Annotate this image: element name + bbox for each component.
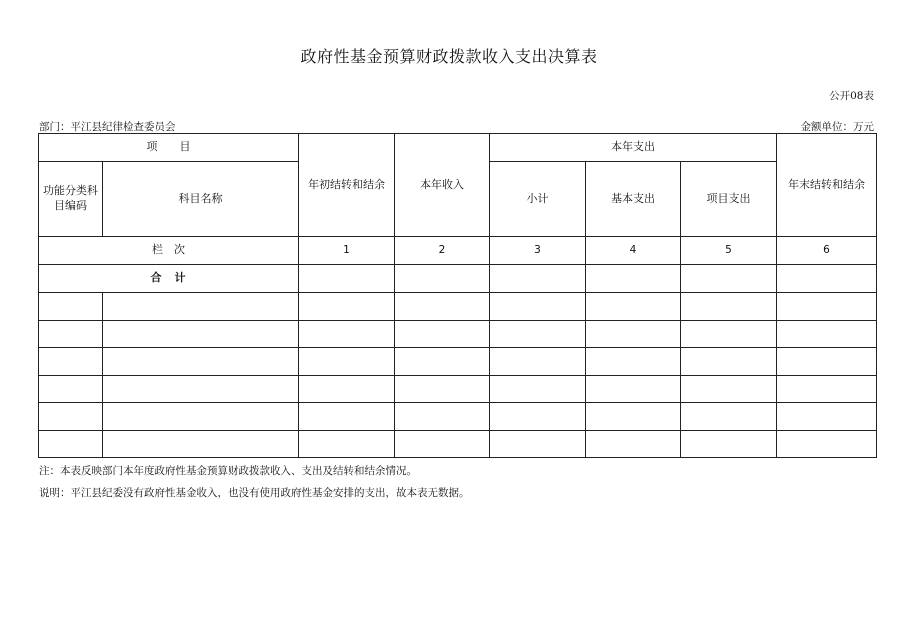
table-cell <box>39 348 103 376</box>
table-cell <box>103 348 299 376</box>
table-cell <box>681 430 777 458</box>
header-begin-balance: 年初结转和结余 <box>299 134 395 237</box>
table-cell <box>395 403 490 431</box>
table-cell <box>777 403 877 431</box>
table-cell <box>490 430 586 458</box>
table-cell <box>299 430 395 458</box>
header-end-balance: 年末结转和结余 <box>777 134 877 237</box>
table-cell <box>103 293 299 321</box>
table-note: 注：本表反映部门本年度政府性基金预算财政拨款收入、支出及结转和结余情况。 <box>39 465 417 477</box>
table-cell <box>490 403 586 431</box>
page-title: 政府性基金预算财政拨款收入支出决算表 <box>300 47 598 66</box>
table-cell <box>586 293 681 321</box>
header-basic: 基本支出 <box>586 162 681 237</box>
table-cell <box>395 265 490 293</box>
table-cell <box>395 375 490 403</box>
table-row <box>39 403 877 431</box>
table-cell <box>681 265 777 293</box>
table-cell <box>299 265 395 293</box>
header-subtotal: 小计 <box>490 162 586 237</box>
table-cell <box>39 375 103 403</box>
table-cell <box>777 265 877 293</box>
amount-unit-label: 金额单位：万元 <box>800 121 874 133</box>
table-cell <box>490 265 586 293</box>
table-cell <box>586 320 681 348</box>
table-cell <box>103 375 299 403</box>
header-code: 功能分类科目编码 <box>39 162 103 237</box>
table-cell <box>681 403 777 431</box>
header-item-group: 项 目 <box>39 134 299 162</box>
header-expense-group: 本年支出 <box>490 134 777 162</box>
header-income: 本年收入 <box>395 134 490 237</box>
header-row-top <box>39 134 877 162</box>
table-cell <box>586 265 681 293</box>
table-cell <box>490 320 586 348</box>
table-cell <box>777 320 877 348</box>
table-cell <box>103 430 299 458</box>
column-number-cell: 5 <box>681 237 777 265</box>
column-number-cell: 6 <box>777 237 877 265</box>
column-number-cell: 1 <box>299 237 395 265</box>
column-number-row <box>39 237 877 265</box>
table-cell <box>299 293 395 321</box>
table-cell <box>490 375 586 403</box>
table-row <box>39 348 877 376</box>
column-number-label: 栏 次 <box>39 237 299 265</box>
table-cell <box>681 348 777 376</box>
table-cell <box>103 403 299 431</box>
budget-table <box>38 133 877 458</box>
table-cell <box>39 430 103 458</box>
table-cell <box>39 320 103 348</box>
table-cell <box>490 348 586 376</box>
total-row <box>39 265 877 293</box>
table-cell <box>299 320 395 348</box>
table-cell <box>395 320 490 348</box>
table-explanation: 说明：平江县纪委没有政府性基金收入，也没有使用政府性基金安排的支出，故本表无数据。 <box>39 487 470 499</box>
table-row <box>39 293 877 321</box>
table-cell <box>39 293 103 321</box>
header-project: 项目支出 <box>681 162 777 237</box>
table-cell <box>777 348 877 376</box>
header-name: 科目名称 <box>103 162 299 237</box>
table-row <box>39 320 877 348</box>
column-number-cell: 4 <box>586 237 681 265</box>
table-cell <box>681 320 777 348</box>
table-cell <box>299 403 395 431</box>
column-number-cell: 2 <box>395 237 490 265</box>
table-cell <box>395 293 490 321</box>
table-cell <box>586 403 681 431</box>
table-cell <box>586 348 681 376</box>
table-cell <box>299 348 395 376</box>
table-cell <box>777 293 877 321</box>
table-cell <box>39 403 103 431</box>
table-cell <box>586 375 681 403</box>
table-cell <box>586 430 681 458</box>
table-cell <box>490 293 586 321</box>
table-cell <box>103 320 299 348</box>
table-cell <box>777 430 877 458</box>
table-cell <box>299 375 395 403</box>
form-number: 公开08表 <box>829 90 874 102</box>
table-cell <box>395 348 490 376</box>
total-label: 合 计 <box>39 265 299 293</box>
table-cell <box>777 375 877 403</box>
table-row <box>39 375 877 403</box>
department-label: 部门：平江县纪律检查委员会 <box>39 121 176 133</box>
table-cell <box>681 293 777 321</box>
column-number-cell: 3 <box>490 237 586 265</box>
table-cell <box>395 430 490 458</box>
table-row <box>39 430 877 458</box>
table-cell <box>681 375 777 403</box>
